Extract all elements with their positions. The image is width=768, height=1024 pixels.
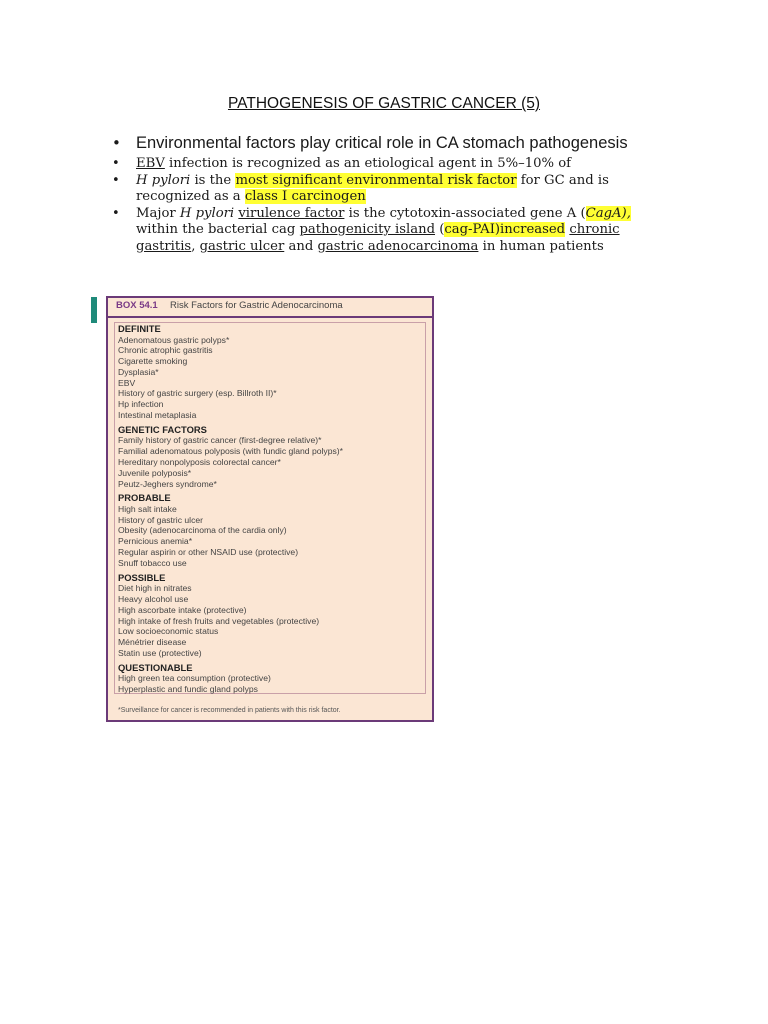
risk-factor-item: Pernicious anemia*	[118, 536, 193, 547]
risk-factor-item: Hp infection	[118, 399, 164, 410]
section-heading: PROBABLE	[118, 492, 171, 504]
risk-factor-item: High intake of fresh fruits and vegetables (protective)	[118, 615, 320, 626]
bullet-text: is the	[190, 172, 236, 188]
h-pylori-term: H pylori	[179, 205, 235, 221]
bullet-text: is the cytotoxin-associated gene A (	[344, 205, 586, 221]
bullet-text: infection is recognized as an etiological agent in 5%–10% of	[164, 156, 572, 171]
risk-factor-item: Statin use (protective)	[118, 647, 202, 658]
section-heading: GENETIC FACTORS	[118, 423, 207, 435]
bullet-text: Major	[136, 205, 180, 221]
bullet-ebv	[112, 156, 672, 173]
ebv-term: EBV	[136, 156, 165, 171]
risk-factor-item: Hyperplastic and fundic gland polyps	[118, 684, 258, 695]
highlighted-text: class I carcinogen	[244, 189, 366, 204]
risk-factor-item: Cigarette smoking	[118, 356, 188, 367]
bullet-environmental-factors: • Environmental factors play critical role in CA stomach pathogenesis	[112, 132, 672, 154]
box-header	[108, 298, 432, 318]
risk-factor-item: Peutz-Jeghers syndrome*	[118, 478, 217, 489]
section-heading: QUESTIONABLE	[118, 661, 193, 673]
risk-factors-box	[106, 296, 434, 722]
risk-factor-item: High salt intake	[118, 503, 177, 514]
bullet-text: within the bacterial cag	[136, 222, 300, 237]
section-heading: POSSIBLE	[118, 571, 166, 583]
chronic-gastritis-term: chronic gastritis	[136, 222, 620, 254]
risk-factor-item: Intestinal metaplasia	[118, 410, 197, 421]
risk-factor-item: Juvenile polyposis*	[118, 467, 192, 478]
caga-term: CagA),	[585, 205, 631, 221]
risk-factor-item: Snuff tobacco use	[118, 557, 187, 568]
gastric-ulcer-term: gastric ulcer	[199, 238, 285, 254]
risk-factor-item: Regular aspirin or other NSAID use (protective)	[118, 547, 299, 558]
box-title: Risk Factors for Gastric Adenocarcinoma	[170, 300, 343, 311]
risk-factor-item: Obesity (adenocarcinoma of the cardia only)	[118, 525, 287, 536]
bullet-list	[112, 132, 672, 255]
bullet-text: and	[284, 238, 318, 254]
section-heading: DEFINITE	[118, 323, 161, 334]
risk-factor-list	[114, 322, 426, 694]
bullet-text: ,	[191, 238, 200, 254]
bullet-text: for GC and is recognized as a	[136, 172, 609, 204]
risk-factor-item: EBV	[118, 377, 136, 388]
risk-factor-item: Familial adenomatous polyposis (with fundic gland polyps)*	[118, 446, 343, 457]
risk-factor-item: Diet high in nitrates	[118, 583, 192, 594]
bullet-h-pylori-risk	[112, 173, 672, 206]
risk-factor-item: Low socioeconomic status	[118, 626, 219, 637]
box-footnote: *Surveillance for cancer is recommended in patients with this risk factor.	[118, 707, 341, 714]
h-pylori-term: H pylori	[136, 172, 191, 188]
risk-factor-item: History of gastric surgery (esp. Billroth II)*	[118, 388, 277, 399]
virulence-factor-term: virulence factor	[238, 205, 345, 221]
bullet-text: (	[435, 222, 445, 237]
risk-factor-item: Heavy alcohol use	[118, 593, 189, 604]
bullet-text: in human patients	[478, 238, 604, 254]
highlighted-text: most significant environmental risk factor	[235, 172, 517, 188]
teal-margin-bar	[91, 297, 97, 323]
risk-factor-item: Dysplasia*	[118, 366, 159, 377]
risk-factor-item: Family history of gastric cancer (first-degree relative)*	[118, 435, 322, 446]
risk-factor-item: High ascorbate intake (protective)	[118, 604, 247, 615]
risk-factor-item: Ménétrier disease	[118, 637, 187, 648]
risk-factor-item: High green tea consumption (protective)	[118, 673, 271, 684]
page-title: PATHOGENESIS OF GASTRIC CANCER (5)	[227, 95, 541, 112]
risk-factor-item: Hereditary nonpolyposis colorectal cancer*	[118, 456, 281, 467]
box-number: BOX 54.1	[116, 300, 158, 311]
gastric-adenocarcinoma-term: gastric adenocarcinoma	[317, 238, 479, 254]
highlighted-text: cag-PAI)increased	[444, 222, 566, 237]
risk-factor-item: Adenomatous gastric polyps*	[118, 334, 230, 345]
risk-factor-item: Chronic atrophic gastritis	[118, 345, 213, 356]
pathogenicity-island-term: pathogenicity island	[299, 222, 436, 237]
risk-factor-item: History of gastric ulcer	[118, 514, 204, 525]
bullet-virulence-factor	[112, 206, 672, 256]
